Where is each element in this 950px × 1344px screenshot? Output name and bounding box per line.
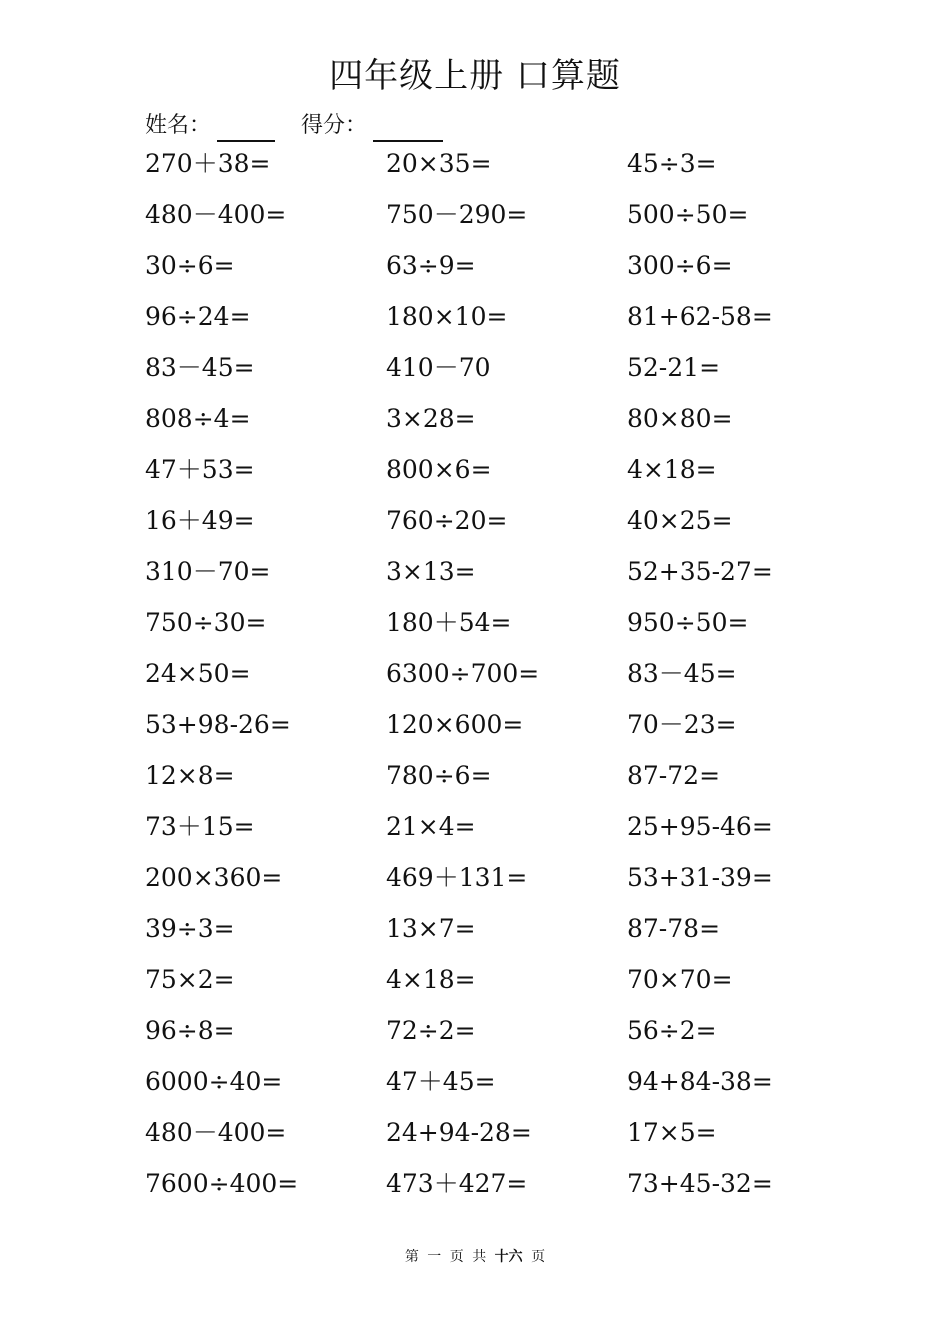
problem-item: 21×4=: [386, 812, 476, 841]
problem-item: 200×360=: [145, 863, 283, 892]
problem-item: 25+95-46=: [627, 812, 773, 841]
problem-item: 56÷2=: [627, 1016, 717, 1045]
problem-item: 52-21=: [627, 353, 721, 382]
problem-item: 70×70=: [627, 965, 733, 994]
problem-item: 40×25=: [627, 506, 733, 535]
problem-item: 73+45-32=: [627, 1169, 773, 1198]
problem-item: 75×2=: [145, 965, 235, 994]
problem-item: 180＋54=: [386, 608, 512, 637]
problem-item: 83－45=: [145, 353, 255, 382]
page-footer: [0, 1247, 950, 1267]
problem-item: 3×28=: [386, 404, 476, 433]
problem-item: 47＋53=: [145, 455, 255, 484]
problem-item: 17×5=: [627, 1118, 717, 1147]
problem-item: 52+35-27=: [627, 557, 773, 586]
problem-item: 13×7=: [386, 914, 476, 943]
problem-item: 310－70=: [145, 557, 271, 586]
footer-total-pages: 十六: [494, 1249, 523, 1265]
problem-item: 53+31-39=: [627, 863, 773, 892]
problem-item: 3×13=: [386, 557, 476, 586]
problem-item: 950÷50=: [627, 608, 749, 637]
problem-item: 410－70: [386, 353, 491, 382]
problem-item: 94+84-38=: [627, 1067, 773, 1096]
problem-item: 87-72=: [627, 761, 721, 790]
score-label: 得分：: [301, 113, 368, 138]
problem-item: 30÷6=: [145, 251, 235, 280]
page-title: 四年级上册 口算题: [329, 56, 621, 96]
problem-item: 53+98-26=: [145, 710, 291, 739]
problem-item: 750－290=: [386, 200, 528, 229]
problem-item: 6300÷700=: [386, 659, 540, 688]
problem-item: 480－400=: [145, 1118, 287, 1147]
problem-item: 7600÷400=: [145, 1169, 299, 1198]
problem-item: 4×18=: [386, 965, 476, 994]
problem-item: 20×35=: [386, 149, 492, 178]
problem-item: 47＋45=: [386, 1067, 496, 1096]
footer-suffix: 页: [531, 1249, 546, 1265]
problem-item: 16＋49=: [145, 506, 255, 535]
problem-item: 480－400=: [145, 200, 287, 229]
problem-item: 473＋427=: [386, 1169, 528, 1198]
problem-item: 63÷9=: [386, 251, 476, 280]
problem-item: 87-78=: [627, 914, 721, 943]
problem-item: 4×18=: [627, 455, 717, 484]
problem-item: 80×80=: [627, 404, 733, 433]
problem-item: 39÷3=: [145, 914, 235, 943]
problem-item: 72÷2=: [386, 1016, 476, 1045]
footer-prefix: 第 一 页 共: [404, 1249, 487, 1265]
problem-item: 300÷6=: [627, 251, 733, 280]
problem-item: 180×10=: [386, 302, 508, 331]
problem-item: 73＋15=: [145, 812, 255, 841]
problem-item: 120×600=: [386, 710, 524, 739]
problem-item: 800×6=: [386, 455, 492, 484]
problem-item: 70－23=: [627, 710, 737, 739]
problem-item: 45÷3=: [627, 149, 717, 178]
problem-item: 83－45=: [627, 659, 737, 688]
problem-item: 6000÷40=: [145, 1067, 283, 1096]
problem-item: 96÷24=: [145, 302, 251, 331]
name-label: 姓名：: [145, 113, 212, 138]
problem-item: 12×8=: [145, 761, 235, 790]
problem-item: 469＋131=: [386, 863, 528, 892]
problem-item: 780÷6=: [386, 761, 492, 790]
problem-item: 96÷8=: [145, 1016, 235, 1045]
problem-item: 750÷30=: [145, 608, 267, 637]
problem-item: 808÷4=: [145, 404, 251, 433]
problem-item: 24×50=: [145, 659, 251, 688]
problem-item: 24+94-28=: [386, 1118, 532, 1147]
problem-item: 500÷50=: [627, 200, 749, 229]
problem-item: 81+62-58=: [627, 302, 773, 331]
problem-item: 760÷20=: [386, 506, 508, 535]
problem-item: 270＋38=: [145, 149, 271, 178]
